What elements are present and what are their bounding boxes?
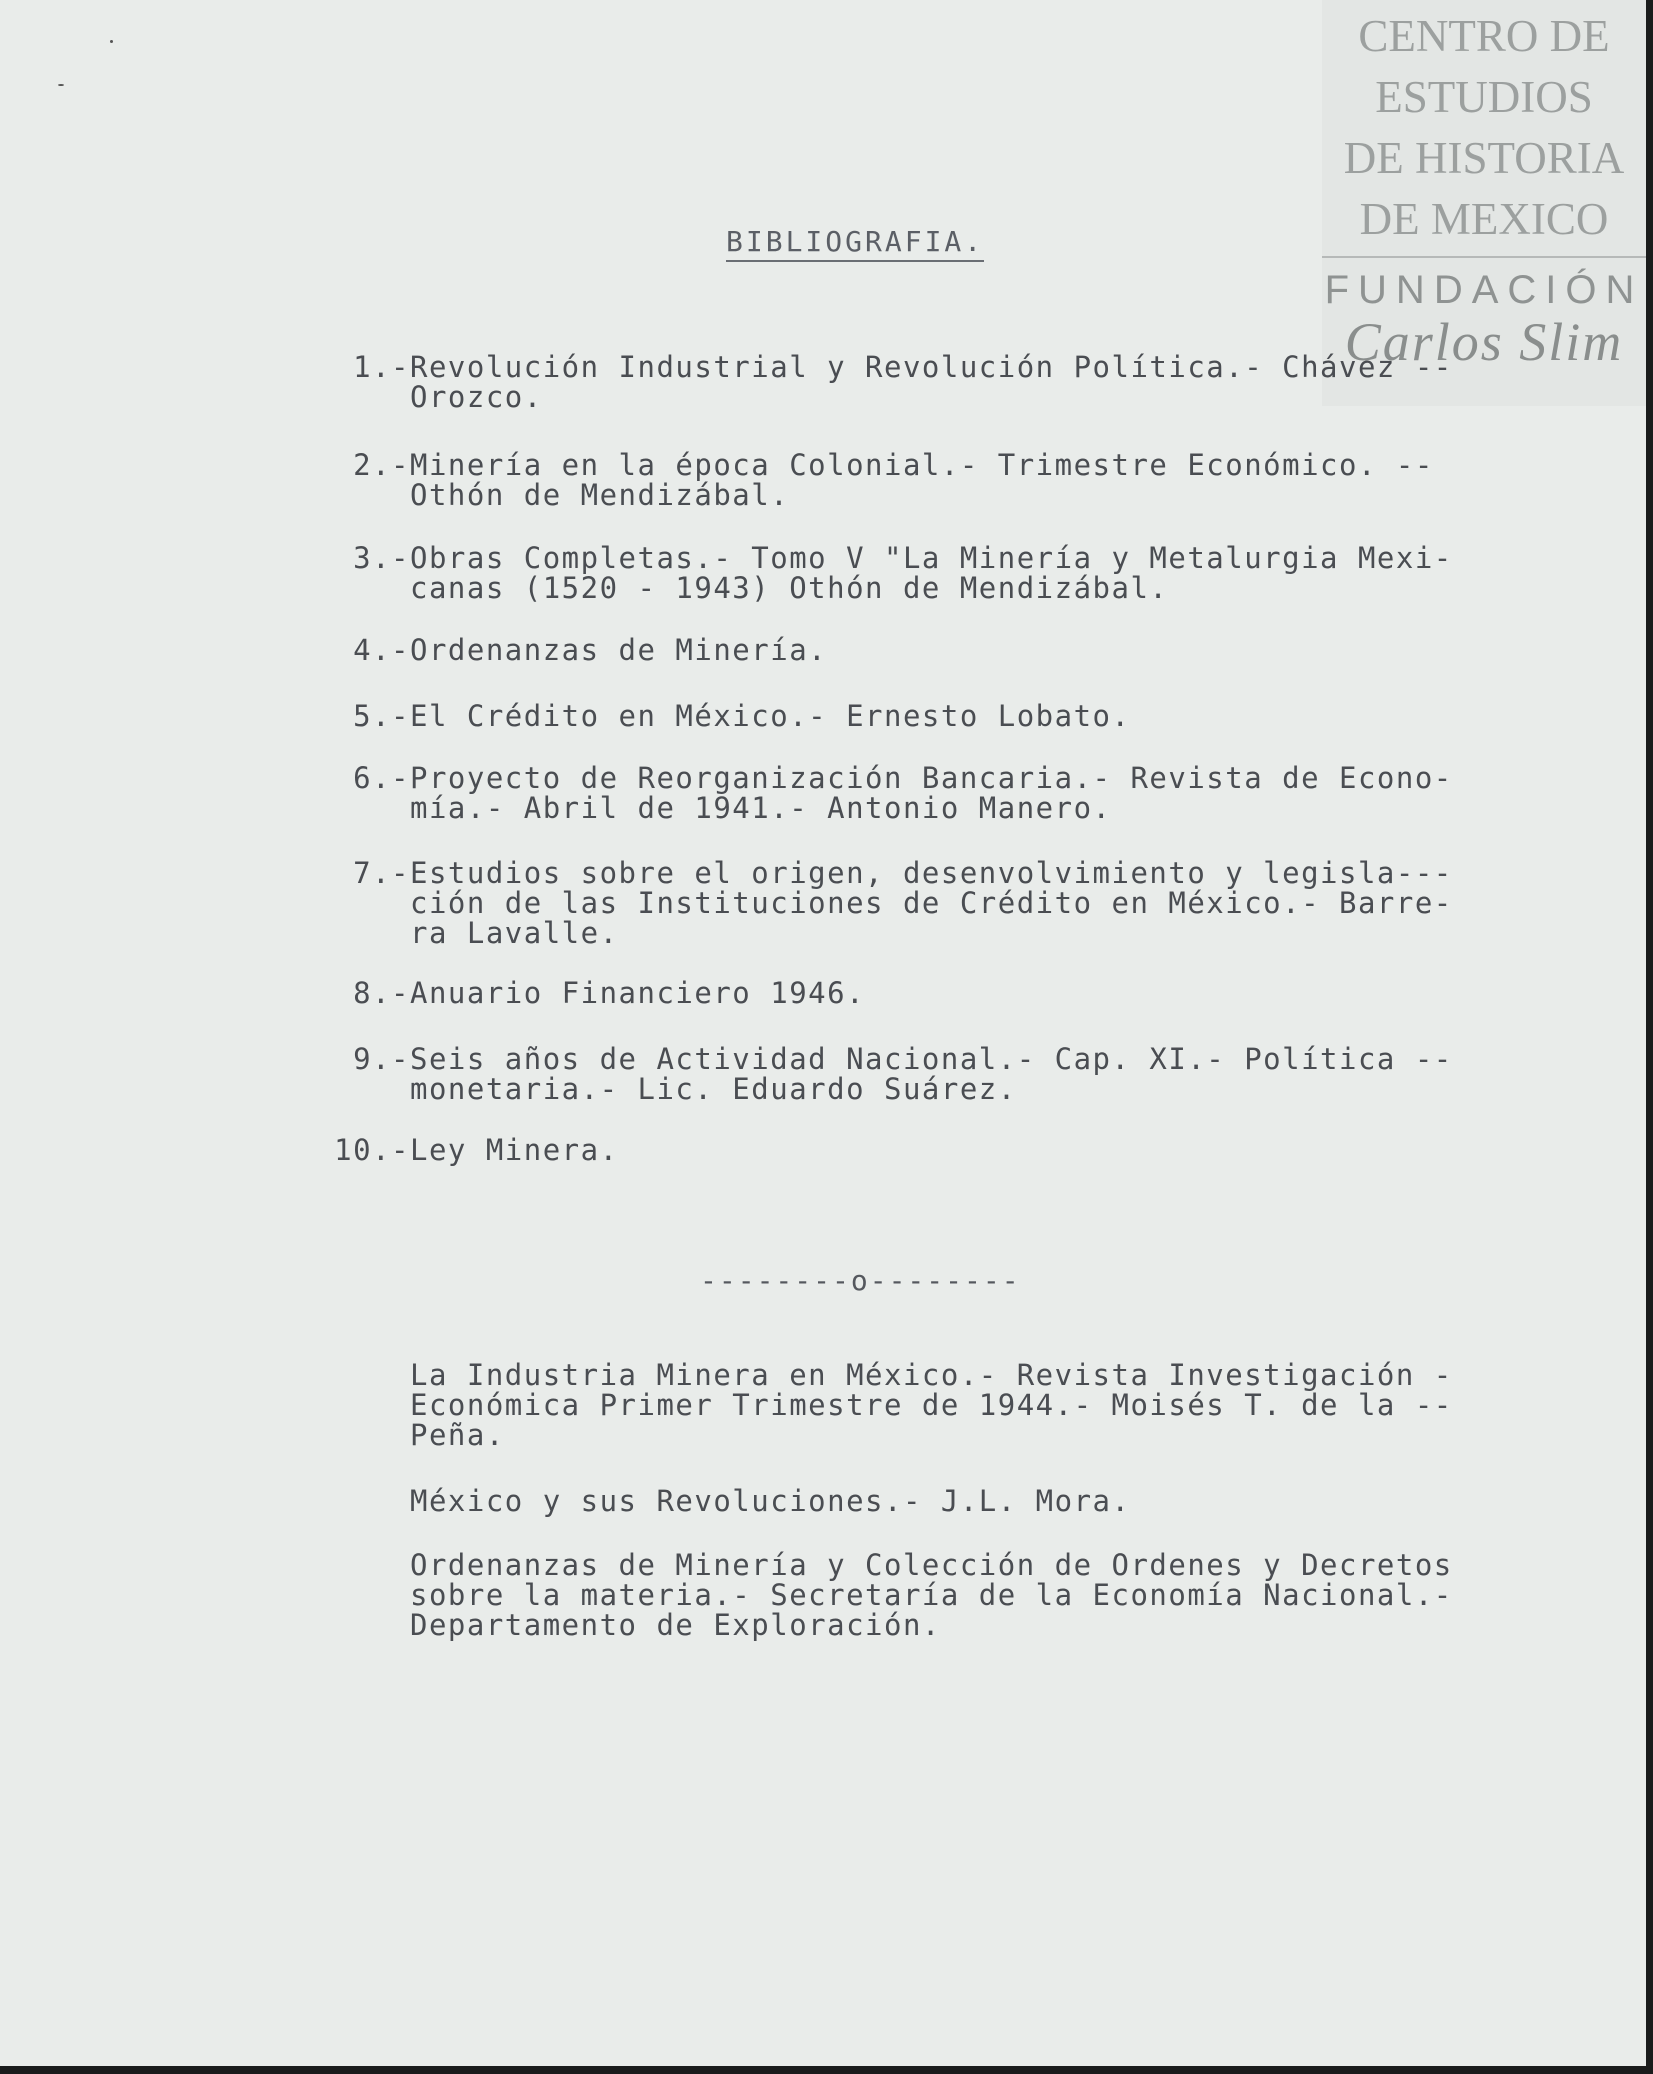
bibliography-entry <box>300 1044 1500 1104</box>
section-separator: --------o-------- <box>700 1264 1021 1297</box>
watermark-line: CENTRO DE <box>1358 11 1610 61</box>
entry-text: Proyecto de Reorganización Bancaria.- Revista de Econo- mía.- Abril de 1941.- Antonio Manero. <box>410 761 1453 825</box>
additional-reference: La Industria Minera en México.- Revista Investigación - Económica Primer Trimestre de 1944.- Moisés T. de la -- Peña. <box>410 1358 1453 1452</box>
watermark-line: DE HISTORIA <box>1343 133 1625 183</box>
watermark-institution <box>1322 0 1646 250</box>
speck <box>110 40 113 43</box>
entry-text: Ordenanzas de Minería. <box>410 633 828 667</box>
page-title <box>726 225 984 258</box>
entry-number: 3.- <box>353 541 410 575</box>
entry-number: 10.- <box>334 1133 410 1167</box>
entry-text: Estudios sobre el origen, desenvolvimiento y legisla--- ción de las Instituciones de Crédito en México.- Barre- ra Lavalle. <box>410 856 1453 950</box>
additional-reference: Ordenanzas de Minería y Colección de Ordenes y Decretos sobre la materia.- Secretaría de la Economía Nacional.- Departamento de Exploración. <box>410 1548 1453 1642</box>
entry-number: 8.- <box>353 976 410 1010</box>
bibliography-entry <box>300 978 1500 1008</box>
entry-number: 7.- <box>353 856 410 890</box>
bibliography-entry <box>300 450 1500 510</box>
watermark-foundation: FUNDACIÓN <box>1324 268 1644 312</box>
watermark-divider <box>1322 256 1646 258</box>
archive-watermark <box>1322 0 1646 406</box>
entry-text: Revolución Industrial y Revolución Política.- Chávez -- Orozco. <box>410 350 1453 414</box>
entry-number: 2.- <box>353 448 410 482</box>
entry-text: Anuario Financiero 1946. <box>410 976 866 1010</box>
entry-text: Seis años de Actividad Nacional.- Cap. XI.- Política -- monetaria.- Lic. Eduardo Suárez. <box>410 1042 1453 1106</box>
entry-text: Ley Minera. <box>410 1133 619 1167</box>
watermark-line: ESTUDIOS <box>1375 72 1593 122</box>
entry-text: Minería en la época Colonial.- Trimestre Económico. -- Othón de Mendizábal. <box>410 448 1434 512</box>
page-title-text: BIBLIOGRAFIA. <box>726 225 984 262</box>
bibliography-entry <box>300 352 1500 412</box>
entry-text: El Crédito en México.- Ernesto Lobato. <box>410 699 1131 733</box>
bibliography-entry <box>300 701 1500 731</box>
bibliography-entry <box>300 1135 1500 1165</box>
bibliography-entry <box>300 763 1500 823</box>
watermark-signature: Carlos Slim <box>1344 312 1624 372</box>
entry-text: Obras Completas.- Tomo V "La Minería y Metalurgia Mexi- canas (1520 - 1943) Othón de Mendizábal. <box>410 541 1453 605</box>
speck <box>58 84 64 86</box>
bibliography-entry <box>300 858 1500 948</box>
entry-number: 5.- <box>353 699 410 733</box>
entry-number: 4.- <box>353 633 410 667</box>
bibliography-entry <box>300 635 1500 665</box>
bibliography-entry <box>300 543 1500 603</box>
entry-number: 1.- <box>353 350 410 384</box>
entry-number: 6.- <box>353 761 410 795</box>
watermark-line: DE MEXICO <box>1359 194 1609 244</box>
additional-reference: México y sus Revoluciones.- J.L. Mora. <box>410 1484 1131 1518</box>
entry-number: 9.- <box>353 1042 410 1076</box>
